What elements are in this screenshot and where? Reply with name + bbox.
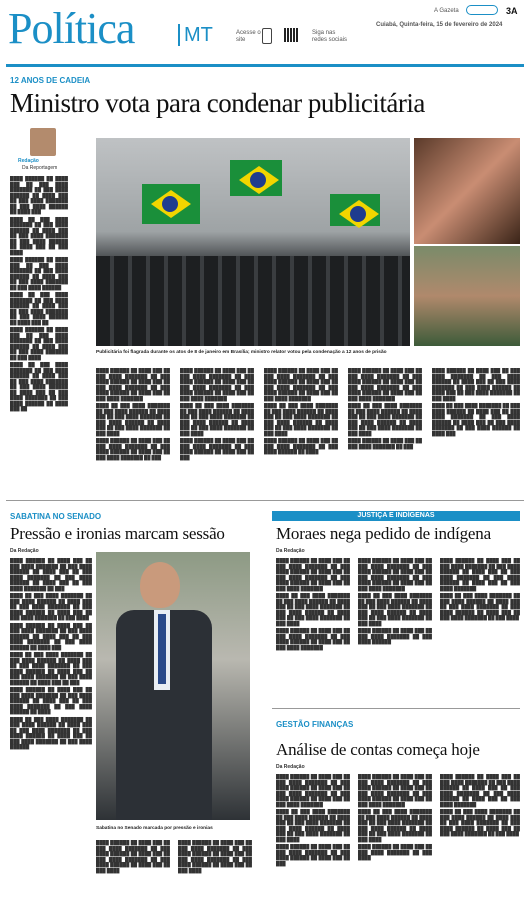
story4-byline: Da Redação [276,764,305,770]
phone-icon [262,28,272,44]
story2-column-3: ████ ██████ ██ ████ ███ ██ ███ ████ ███████ ██ ███ ████ ██████ ██ ████ ███ ██ ███ ████ ███████ ██ ███ ████ ██████ ██ ████ ███ ██ ███ ████ [178,840,252,873]
section-title: Política [8,4,135,53]
story2-photo [96,552,250,820]
story3-column-2: ████ ██████ ██ ████ ███ ██ ███ ████ ███████ ██ ███ ████ ██████ ██ ████ ███ ██ ███ ████ ███████ ██ ███ ████ ██████ ██ ████ ███ ██ ███ ████ ███████ ████ ██ ███ ████ ███████ ██ ███ ████ ██████ ██ ████ ███ ██ ███ ████ ███████ ██ ███ ████ ██████ ██ ████ ███ ██ ███ ████ ███████ ██ ███ ████ ████ ██████ ██ ████ ███ ██ ███ ████ ███████ ██ ███ ████ ██████ [358,558,432,644]
lead-kicker: 12 ANOS DE CADEIA [10,76,91,85]
story3-headline: Moraes nega pedido de indígena [276,524,491,543]
page-number: 3A [506,6,518,16]
story4-headline: Análise de contas começa hoje [276,740,480,759]
lead-column-2: ████ ██████ ██ ████ ███ ██ ███ ████ ███████ ██ ███ ████ ██████ ██ ████ ███ ██ ███ ████ ███████ ██ ███ ████ ██████ ██ ████ ███ ██ ███ ████ ███████ ████ ██ ███ ████ ███████ ██ ███ ████ ██████ ██ ████ ███ ██ ███ ████ ███████ ██ ███ ████ ██████ ██ ████ ███ ██ ███ ████ ███████ ██ ███ ████ ████ ██████ ██ ████ ███ ██ ███ ████ ███████ ██ ███ ████ ██████ ██ ████ ███ ██ ███ ████ ███████ ██ ███ [96,368,170,460]
portrait-photo-woman [414,138,520,244]
story-divider [272,708,520,709]
edition-date: Cuiabá, Quinta-feira, 15 de fevereiro de 2024 [376,22,503,28]
story2-column-2: ████ ██████ ██ ████ ███ ██ ███ ████ ███████ ██ ███ ████ ██████ ██ ████ ███ ██ ███ ████ ███████ ██ ███ ████ ██████ ██ ████ ███ ██ ███ ████ [96,840,170,873]
lead-author: Redação [18,158,39,164]
section-divider [6,500,524,501]
story4-column-2: ████ ██████ ██ ████ ███ ██ ███ ████ ███████ ██ ███ ████ ██████ ██ ████ ███ ██ ███ ████ ███████ ██ ███ ████ ██████ ██ ████ ███ ██ ███ ████ ███████ ████ ██ ███ ████ ███████ ██ ███ ████ ██████ ██ ████ ███ ██ ███ ████ ███████ ██ ███ ████ ██████ ██ ████ ███ ██ ███ ████ ███████ ██ ███ ████ ████ ██████ ██ ████ ███ ██ ███ ████ ███████ ██ ███ ████ [358,774,432,860]
lead-column-6: ████ ██████ ██ ████ ███ ██ ███ ████ ███████ ██ ███ ████ ██████ ██ ████ ███ ██ ███ ████ ███████ ██ ███ ████ ██████ ██ ████ ███ ██ ███ ████ ███████ ██ ███ ████ ████ ██ ███ ████ ███████ ██ ███ ████ ██████ ██ ████ ███ ██ ███ ████ ███████ ██ ███ ████ ██████ ██ ████ ███ ██ ███ ████ ███████ ██ ███ ████ ██████ ██ ████ ███ [432,368,520,436]
portrait-photo-man [414,246,520,346]
story2-headline: Pressão e ironias marcam sessão [10,524,225,543]
story3-column-3: ████ ██████ ██ ████ ███ ██ ███ ████ ███████ ██ ███ ████ ██████ ██ ████ ███ ██ ███ ████ ███████ ██ ███ ████ ██████ ██ ████ ███ ██ ███ ████ ███████ ████ ██ ███ ████ ███████ ██ ███ ████ ██████ ██ ████ ███ ██ ███ ████ ███████ ██ ███ ████ ██████ ██ ████ ███ ██ ███ ████ ███████ ██ ███ ████ [440,558,520,620]
lead-author-role: Da Reportagem [22,165,58,171]
story2-caption: Sabatina no Senado marcada por pressão e ironias [96,826,213,831]
lead-column-3: ████ ██████ ██ ████ ███ ██ ███ ████ ███████ ██ ███ ████ ██████ ██ ████ ███ ██ ███ ████ ███████ ██ ███ ████ ██████ ██ ████ ███ ██ ███ ████ ███████ ████ ██ ███ ████ ███████ ██ ███ ████ ██████ ██ ████ ███ ██ ███ ████ ███████ ██ ███ ████ ██████ ██ ████ ███ ██ ███ ████ ███████ ██ ███ ████ ████ ██████ ██ ████ ███ ██ ███ ████ ███████ ██ ███ ████ ██████ ██ ████ ███ ██ ███ [180,368,254,460]
qr-code-icon [284,28,298,42]
lead-column-1: ████ ██████ ██ ████ ███ ██ ███ ████ ███████ ██ ███ ████ ██████ ██ ████ ███ ██ ███ ████ ███████ ██ ███ ████ ██████ ██ ████ ███ ████ ██ ███ ████ ███████ ██ ███ ████ ██████ ██ ████ ███ ██ ███ ████ ███████ ██ ███ ████ ██████ ██ ████ ███ ██ ███ ████ ████ ██████ ██ ████ ███ ██ ███ ████ ███████ ██ ███ ████ ██████ ██ ████ ███ ██ ███ ████ ███████ ██ ███ ████ ██████ ████ ██ ███ ████ ███████ ██ ███ ████ ██████ ██ ████ ███ ██ ███ ████ ███████ ██ ███ ████ ██████ ██ ████ ███ ██ ████ ██████ ██ ████ ███ ██ ███ ████ ███████ ██ ███ ████ ██████ ██ ████ ███ ██ ███ ████ ███████ ██ ███ ████ ████ ██ ███ ████ ███████ ██ ███ ████ ██████ ██ ████ ███ ██ ███ ████ ███████ ██ ███ ████ ██████ ██ ████ ███ ██ ███ ████ ███████ ██ ███ ████ ██████ ██ ████ ███ ██ [10,176,68,411]
story3-column-1: ████ ██████ ██ ████ ███ ██ ███ ████ ███████ ██ ███ ████ ██████ ██ ████ ███ ██ ███ ████ ███████ ██ ███ ████ ██████ ██ ████ ███ ██ ███ ████ ███████ ████ ██ ███ ████ ███████ ██ ███ ████ ██████ ██ ████ ███ ██ ███ ████ ███████ ██ ███ ████ ██████ ██ ████ ███ ██ ███ ████ ███████ ██ ███ ████ ████ ██████ ██ ████ ███ ██ ███ ████ ███████ ██ ███ ████ ██████ ██ ████ ███ ██ ███ ████ ███████ [276,558,350,650]
brand-logo-icon [466,5,498,15]
brand-name: A Gazeta [434,8,459,14]
story2-byline: Da Redação [10,548,39,554]
masthead [0,0,530,62]
author-photo [30,128,56,156]
story4-column-3: ████ ██████ ██ ████ ███ ██ ███ ████ ███████ ██ ███ ████ ██████ ██ ████ ███ ██ ███ ████ ███████ ██ ███ ████ ██████ ██ ████ ███ ██ ███ ████ ███████ ████ ██ ███ ████ ███████ ██ ███ ████ ██████ ██ ████ ███ ██ ███ ████ ███████ ██ ███ ████ ██████ ██ ████ ███ ██ ███ ████ ███████ ██ ███ ████ [440,774,520,836]
lead-column-4: ████ ██████ ██ ████ ███ ██ ███ ████ ███████ ██ ███ ████ ██████ ██ ████ ███ ██ ███ ████ ███████ ██ ███ ████ ██████ ██ ████ ███ ██ ███ ████ ███████ ████ ██ ███ ████ ███████ ██ ███ ████ ██████ ██ ████ ███ ██ ███ ████ ███████ ██ ███ ████ ██████ ██ ████ ███ ██ ███ ████ ███████ ██ ███ ████ ████ ██████ ██ ████ ███ ██ ███ ████ ███████ ██ ███ ████ ██████ ██ ████ [264,368,338,454]
lead-column-5: ████ ██████ ██ ████ ███ ██ ███ ████ ███████ ██ ███ ████ ██████ ██ ████ ███ ██ ███ ████ ███████ ██ ███ ████ ██████ ██ ████ ███ ██ ███ ████ ███████ ████ ██ ███ ████ ███████ ██ ███ ████ ██████ ██ ████ ███ ██ ███ ████ ███████ ██ ███ ████ ██████ ██ ████ ███ ██ ███ ████ ███████ ██ ███ ████ ████ ██████ ██ ████ ███ ██ ███ ████ ███████ ██ ███ [348,368,422,449]
lead-caption: Publicitária foi flagrada durante os atos de 8 de janeiro em Brasília; ministro relator votou pela condenação a 12 anos de prisão [96,350,387,355]
story3-byline: Da Redação [276,548,305,554]
lead-photo [96,138,410,346]
site-label: Acesse o site [236,30,261,43]
lead-headline: Ministro vota para condenar publicitária [10,88,425,118]
story4-kicker: GESTÃO FINANÇAS [276,720,354,729]
story2-column-1: ████ ██████ ██ ████ ███ ██ ███ ████ ███████ ██ ███ ████ ██████ ██ ████ ███ ██ ███ ████ ███████ ██ ███ ████ ██████ ██ ████ ███ ██ ███ ████ ███████ ██ ███ ████ ██ ███ ████ ███████ ██ ███ ████ ██████ ██ ████ ███ ██ ███ ████ ███████ ██ ███ ████ ██████ ██ ████ ███ ██ ███ ████ ███████ ██ ███ ████ ████ ██████ ██ ████ ███ ██ ███ ████ ███████ ██ ███ ████ ██████ ██ ████ ███ ██ ███ ████ ███████ ██ ███ ████ ██████ ██ ████ ███ ████ ██ ███ ████ ███████ ██ ███ ████ ██████ ██ ████ ███ ██ ███ ████ ███████ ██ ███ ████ ██████ ██ ████ ███ ██ ███ ████ ███████ ██ ███ ████ ██████ ██ ████ ███ ██ ███ ████ ██████ ██ ████ ███ ██ ███ ████ ███████ ██ ███ ████ ██████ ██ ████ ███ ██ ███ ████ ███████ ██ ███ ████ ██████ ██ ████ ████ ██ ███ ████ ███████ ██ ███ ████ ██████ ██ ████ ███ ██ ███ ████ ███████ ██ ███ ████ ██████ ██ ████ ███ ██ ███ ████ ███████ ██ ███ ████ ██████ [10,558,92,749]
story3-kicker-bar: JUSTIÇA E INDÍGENAS [272,511,520,521]
top-rule [6,64,524,67]
story4-column-1: ████ ██████ ██ ████ ███ ██ ███ ████ ███████ ██ ███ ████ ██████ ██ ████ ███ ██ ███ ████ ███████ ██ ███ ████ ██████ ██ ████ ███ ██ ███ ████ ███████ ████ ██ ███ ████ ███████ ██ ███ ████ ██████ ██ ████ ███ ██ ███ ████ ███████ ██ ███ ████ ██████ ██ ████ ███ ██ ███ ████ ███████ ██ ███ ████ ████ ██████ ██ ████ ███ ██ ███ ████ ███████ ██ ███ ████ ██████ ██ ████ ███ ██ ███ [276,774,350,866]
story2-kicker: SABATINA NO SENADO [10,512,102,521]
region-label: MT [178,24,213,46]
social-label: Siga nas redes sociais [312,30,348,43]
